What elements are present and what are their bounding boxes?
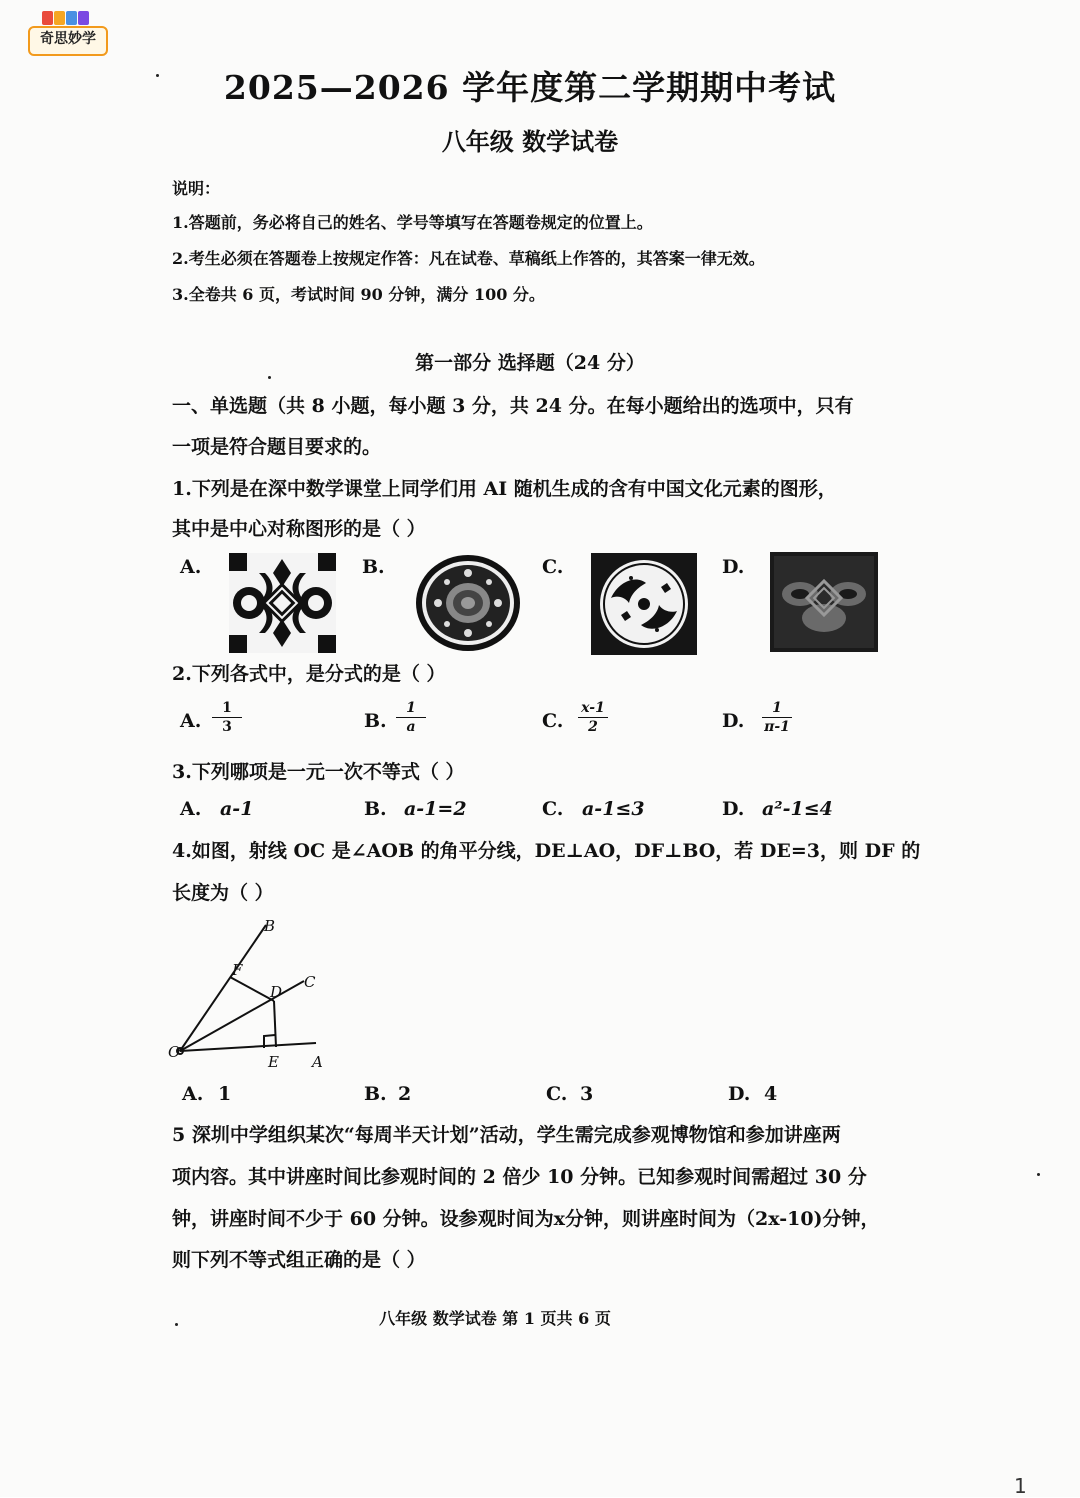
q1-text: 1.下列是在深中数学课堂上同学们用 AI 随机生成的含有中国文化元素的图形， <box>172 478 837 500</box>
ray-oc <box>180 981 304 1051</box>
q3-option-d-value: a²-1≤4 <box>762 798 833 820</box>
scan-speck <box>268 376 271 379</box>
section-intro: 一、单选题（共 8 小题，每小题 3 分，共 24 分。在每小题给出的选项中，只有 <box>172 395 854 417</box>
segment-de <box>274 1001 276 1047</box>
q4-option-a-label: A. <box>182 1083 204 1105</box>
page-footer: 八年级 数学试卷 第 1 页共 6 页 <box>379 1309 611 1328</box>
q3-option-b-label: B. <box>364 798 387 820</box>
logo-text: 奇思妙学 <box>40 31 96 47</box>
q4-option-d-value: 4 <box>764 1083 778 1105</box>
q5-text-cont-3: 则下列不等式组正确的是（ ） <box>172 1249 426 1271</box>
q2-option-a-fraction: $\frac{1}{3}$ <box>212 700 242 736</box>
q3-option-d-label: D. <box>722 798 745 820</box>
q1-option-a-label: A. <box>180 556 202 578</box>
segment-df <box>230 977 274 1001</box>
ray-oa <box>180 1043 316 1051</box>
q5-text-cont-1: 项内容。其中讲座时间比参观时间的 2 倍少 10 分钟。已知参观时间需超过 30 分 <box>172 1166 867 1188</box>
scan-speck <box>1037 1173 1040 1176</box>
page-number: 1 <box>1014 1474 1027 1498</box>
q2-option-d-label: D. <box>722 710 745 732</box>
q1-option-d-label: D. <box>722 556 745 578</box>
instruction-item: 3.全卷共 6 页，考试时间 90 分钟，满分 100 分。 <box>172 285 545 304</box>
ray-ob <box>180 925 266 1051</box>
q1-text-cont: 其中是中心对称图形的是（ ） <box>172 518 426 540</box>
instructions-heading: 说明： <box>172 179 221 198</box>
q1-option-b-label: B. <box>362 556 385 578</box>
label-f: F <box>232 961 243 979</box>
exam-title: 2025—2026 学年度第二学期期中考试 <box>223 68 837 107</box>
q3-text: 3.下列哪项是一元一次不等式（ ） <box>172 761 465 783</box>
q3-option-c-label: C. <box>542 798 564 820</box>
q4-text-cont: 长度为（ ） <box>172 882 274 904</box>
section-intro-cont: 一项是符合题目要求的。 <box>172 436 382 458</box>
q2-option-d-fraction: $\frac{1}{\pi-1}$ <box>762 700 792 736</box>
q1-option-b-image <box>414 553 522 653</box>
q4-option-b-label: B. <box>364 1083 387 1105</box>
brand-logo <box>28 10 106 54</box>
q4-text: 4.如图，射线 OC 是∠AOB 的角平分线，DE⊥AO，DF⊥BO，若 DE=3，则 DF 的 <box>172 840 921 862</box>
q1-option-a-image <box>229 553 336 653</box>
q3-option-a-label: A. <box>180 798 202 820</box>
q4-option-d-label: D. <box>728 1083 751 1105</box>
q2-option-c-label: C. <box>542 710 564 732</box>
q5-text-cont-2: 钟，讲座时间不少于 60 分钟。设参观时间为x分钟，则讲座时间为（2x-10)分钟， <box>172 1208 880 1230</box>
q2-option-c-fraction: $\frac{x-1}{2}$ <box>578 700 608 736</box>
label-o: O <box>168 1043 181 1061</box>
q1-option-d-image <box>770 552 878 652</box>
q5-text: 5 深圳中学组织某次“每周半天计划”活动，学生需完成参观博物馆和参加讲座两 <box>172 1124 841 1146</box>
scan-speck <box>175 1323 178 1326</box>
q4-option-c-value: 3 <box>580 1083 594 1105</box>
label-a: A <box>312 1053 323 1071</box>
q1-option-c-label: C. <box>542 556 564 578</box>
q4-option-a-value: 1 <box>218 1083 232 1105</box>
q4-angle-figure <box>168 915 338 1075</box>
q2-text: 2.下列各式中，是分式的是（ ） <box>172 663 446 685</box>
label-b: B <box>264 917 276 935</box>
exam-subtitle: 八年级 数学试卷 <box>441 127 619 156</box>
label-e: E <box>268 1053 279 1071</box>
q2-option-b-fraction: $\frac{1}{a}$ <box>396 700 426 736</box>
scan-speck <box>156 74 159 77</box>
q1-option-c-image <box>591 553 697 655</box>
q3-option-a-value: a-1 <box>220 798 254 820</box>
instruction-item: 1.答题前，务必将自己的姓名、学号等填写在答题卷规定的位置上。 <box>172 213 653 232</box>
instruction-item: 2.考生必须在答题卷上按规定作答：凡在试卷、草稿纸上作答的，其答案一律无效。 <box>172 249 765 268</box>
q2-option-a-label: A. <box>180 710 202 732</box>
label-d: D <box>270 983 283 1001</box>
q3-option-b-value: a-1=2 <box>404 798 467 820</box>
label-c: C <box>304 973 316 991</box>
q4-option-b-value: 2 <box>398 1083 412 1105</box>
q2-option-b-label: B. <box>364 710 387 732</box>
q4-option-c-label: C. <box>546 1083 568 1105</box>
section-title: 第一部分 选择题（24 分） <box>415 352 645 374</box>
q3-option-c-value: a-1≤3 <box>582 798 645 820</box>
